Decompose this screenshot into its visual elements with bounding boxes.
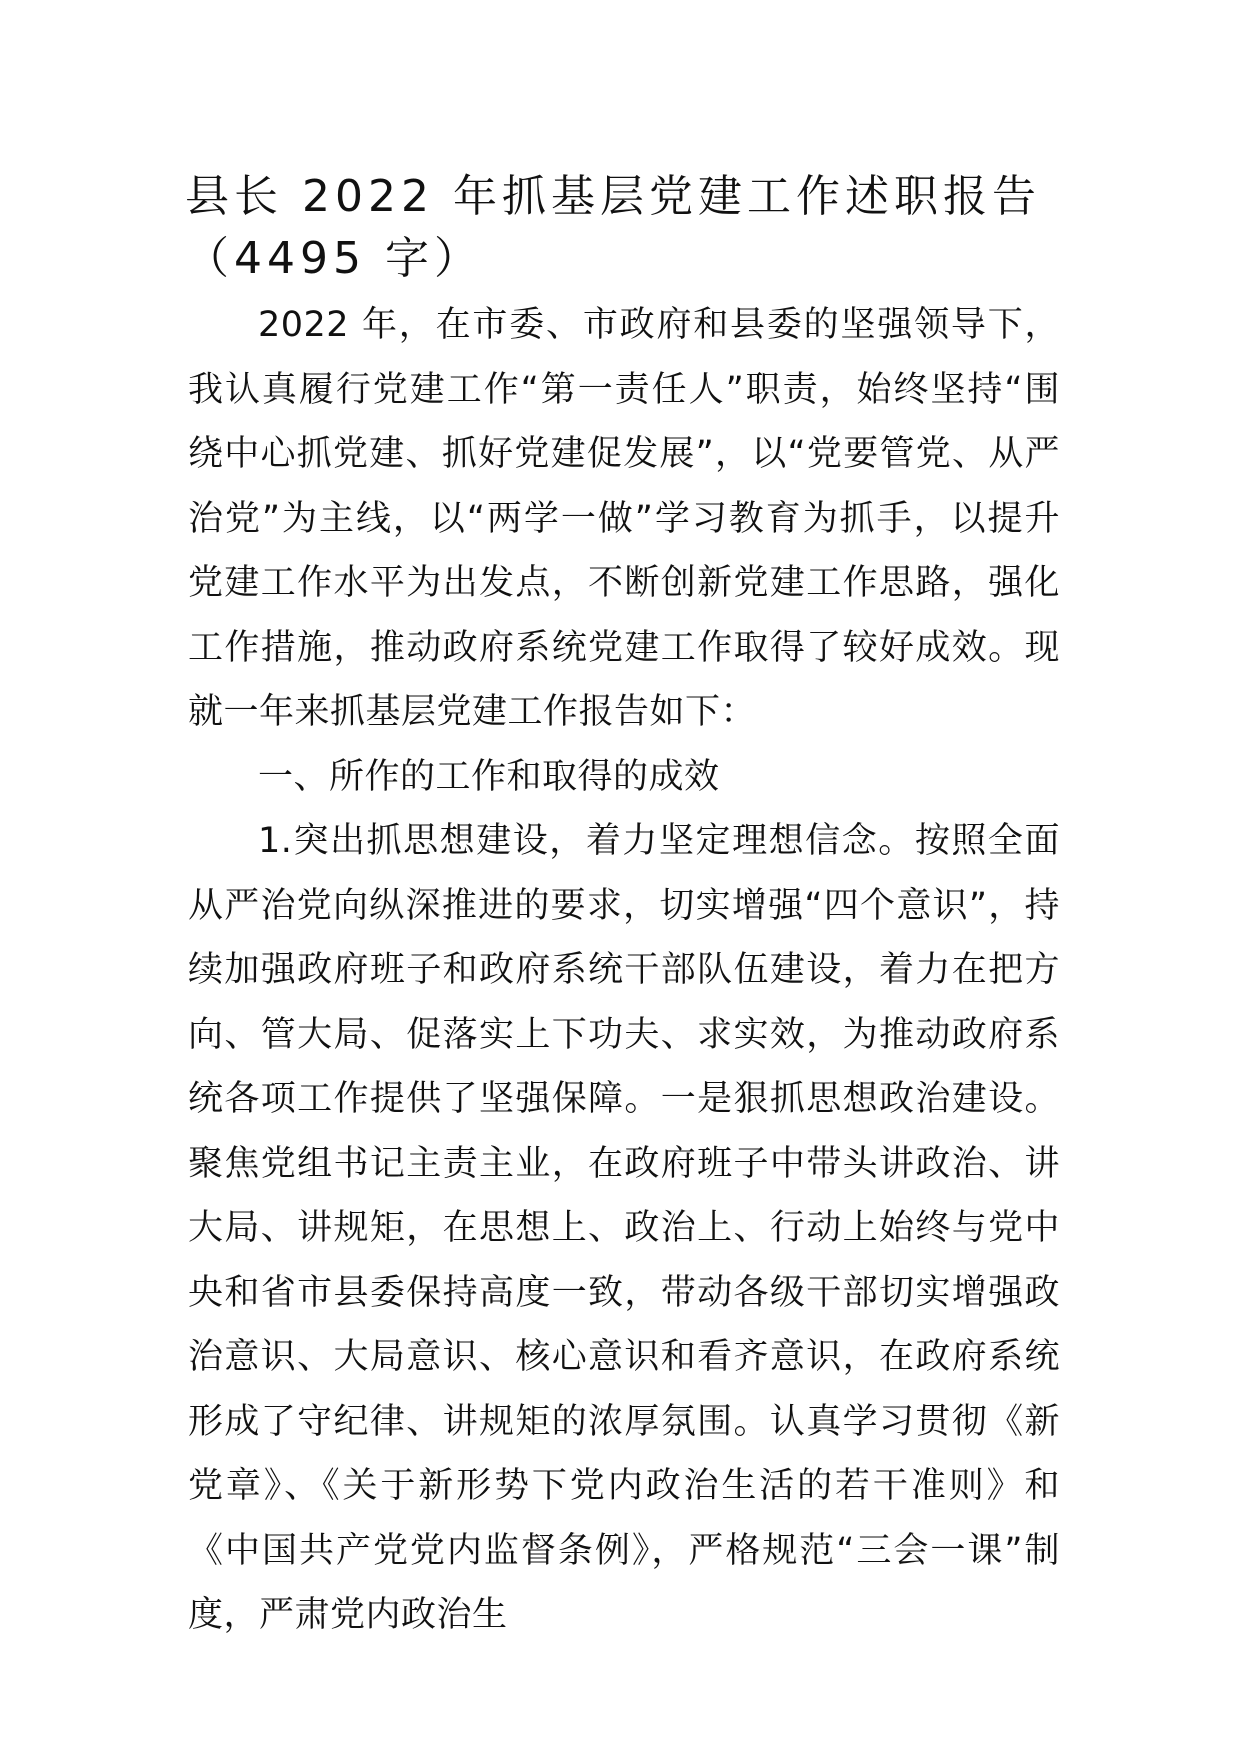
paragraph-intro: 2022 年，在市委、市政府和县委的坚强领导下，我认真履行党建工作“第一责任人”职责，始终坚持“围绕中心抓党建、抓好党建促发展”，以“党要管党、从严治党”为主线，以“两学一做”学习教育为抓手，以提升党建工作水平为出发点，不断创新党建工作思路，强化工作措施，推动政府系统党建工作取得了较好成效。现就一年来抓基层党建工作报告如下： (188, 305, 1060, 732)
section-heading: 一、所作的工作和取得的成效 (258, 756, 720, 797)
paragraph-item-1: 1.突出抓思想建设，着力坚定理想信念。按照全面从严治党向纵深推进的要求，切实增强“四个意识”，持续加强政府班子和政府系统干部队伍建设，着力在把方向、管大局、促落实上下功夫、求实效，为推动政府系统各项工作提供了坚强保障。一是狠抓思想政治建设。聚焦党组书记主责主业，在政府班子中带头讲政治、讲大局、讲规矩，在思想上、政治上、行动上始终与党中央和省市县委保持高度一致，带动各级干部切实增强政治意识、大局意识、核心意识和看齐意识，在政府系统形成了守纪律、讲规矩的浓厚氛围。认真学习贯彻《新党章》、《关于新形势下党内政治生活的若干准则》和《中国共产党党内监督条例》，严格规范“三会一课”制度，严肃党内政治生 (188, 821, 1060, 1635)
document-body (188, 293, 1060, 1648)
document-title: 县长 2022 年抓基层党建工作述职报告（4495 字） (185, 171, 1041, 284)
